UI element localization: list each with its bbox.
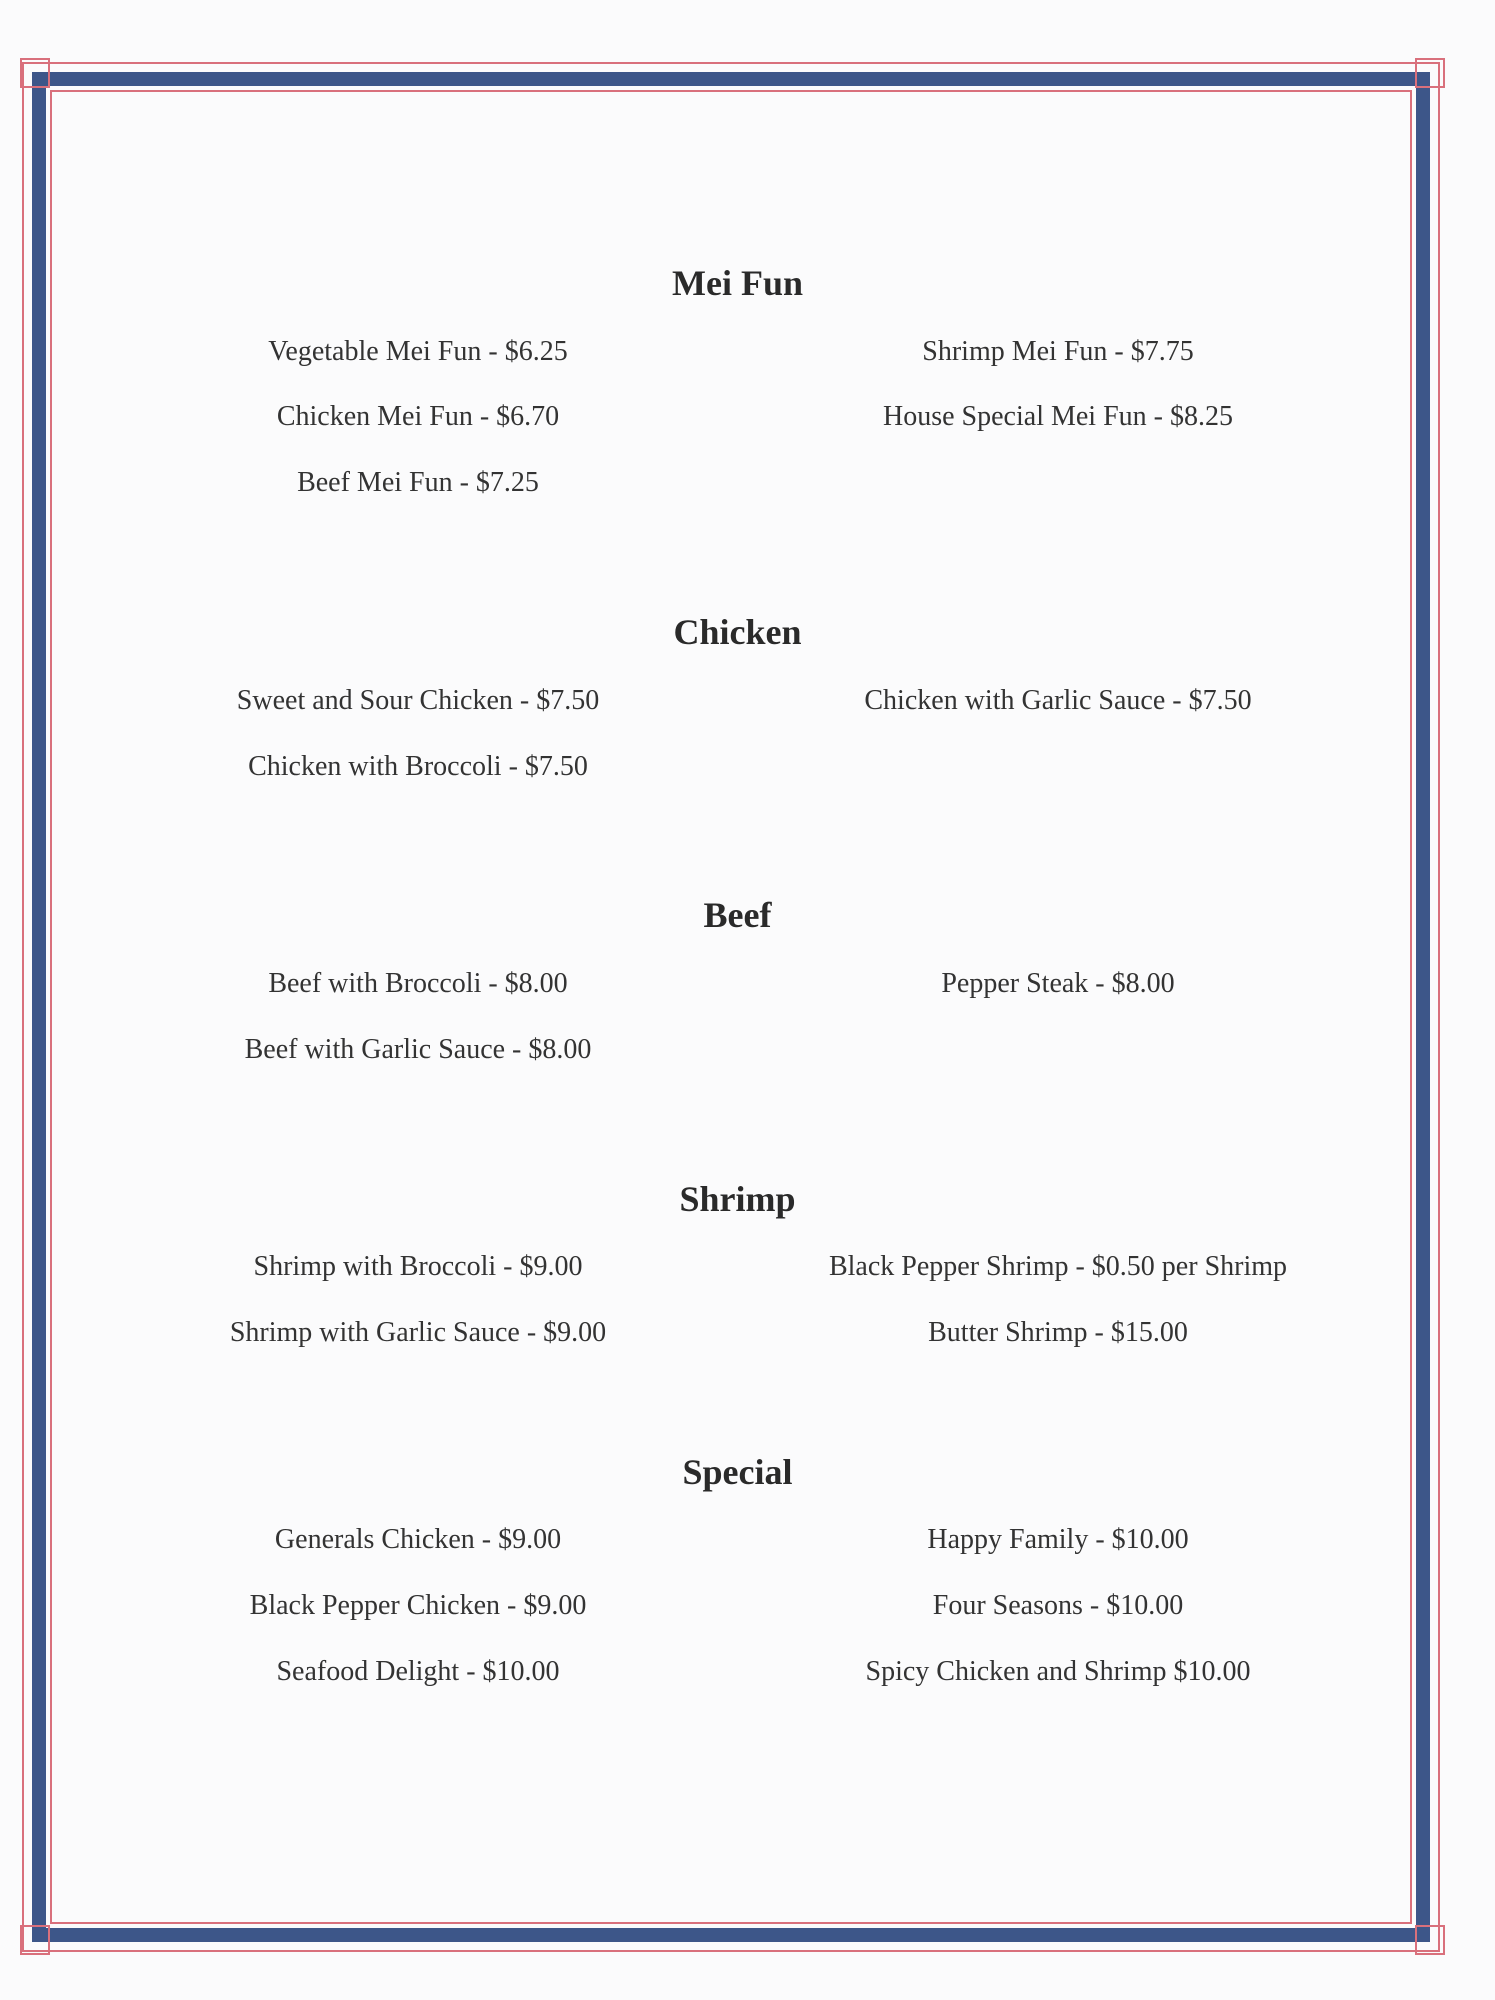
menu-item: Chicken with Broccoli - $7.50 xyxy=(248,751,588,782)
menu-item: Black Pepper Chicken - $9.00 xyxy=(249,1590,587,1621)
menu-item: Chicken with Garlic Sauce - $7.50 xyxy=(864,685,1252,716)
corner-ornament-bottom-left xyxy=(20,1925,50,1955)
menu-item: Chicken Mei Fun - $6.70 xyxy=(276,401,560,432)
section-title-special: Special xyxy=(682,1452,793,1492)
menu-item: Seafood Delight - $10.00 xyxy=(276,1656,560,1687)
section-title-mei-fun: Mei Fun xyxy=(672,263,803,303)
menu-item: Sweet and Sour Chicken - $7.50 xyxy=(236,685,600,716)
corner-ornament-top-right xyxy=(1415,58,1445,88)
menu-item: Beef Mei Fun - $7.25 xyxy=(297,467,539,498)
section-title-beef: Beef xyxy=(703,895,772,935)
menu-item: Pepper Steak - $8.00 xyxy=(941,968,1175,999)
menu-item: Shrimp with Broccoli - $9.00 xyxy=(253,1251,583,1282)
section-title-chicken: Chicken xyxy=(673,612,802,652)
menu-item: Generals Chicken - $9.00 xyxy=(274,1524,562,1555)
menu-item: Beef with Broccoli - $8.00 xyxy=(268,968,568,999)
menu-item: Happy Family - $10.00 xyxy=(927,1524,1189,1555)
menu-item: Shrimp Mei Fun - $7.75 xyxy=(922,336,1194,367)
corner-ornament-bottom-right xyxy=(1415,1925,1445,1955)
corner-ornament-top-left xyxy=(20,58,50,88)
menu-item: Four Seasons - $10.00 xyxy=(932,1590,1184,1621)
section-title-shrimp: Shrimp xyxy=(679,1179,796,1219)
menu-item: Beef with Garlic Sauce - $8.00 xyxy=(244,1034,592,1065)
menu-item: Butter Shrimp - $15.00 xyxy=(928,1317,1188,1348)
menu-item: Spicy Chicken and Shrimp $10.00 xyxy=(865,1656,1251,1687)
menu-item: Vegetable Mei Fun - $6.25 xyxy=(268,336,568,367)
menu-item: Shrimp with Garlic Sauce - $9.00 xyxy=(229,1317,607,1348)
menu-item: Black Pepper Shrimp - $0.50 per Shrimp xyxy=(828,1251,1288,1282)
menu-item: House Special Mei Fun - $8.25 xyxy=(883,401,1233,432)
inner-red-border xyxy=(50,90,1412,1924)
